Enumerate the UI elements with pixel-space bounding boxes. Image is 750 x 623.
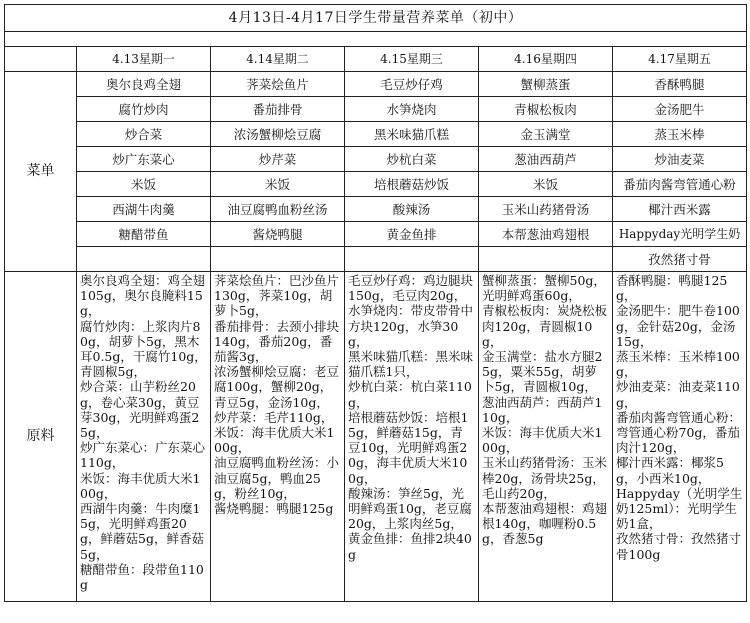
- menu-row: [5, 147, 747, 172]
- day-header: 4.17星期五: [613, 47, 747, 72]
- dish-cell: 玉米山药猪骨汤: [479, 197, 613, 222]
- dish-cell: 水笋烧肉: [345, 97, 479, 122]
- dish-cell: 炒杭白菜: [345, 147, 479, 172]
- dish-cell: 番茄排骨: [211, 97, 345, 122]
- dish-cell: 奥尔良鸡全翅: [77, 72, 211, 97]
- dish-cell: 本帮葱油鸡翅根: [479, 222, 613, 247]
- day-header: 4.13星期一: [77, 47, 211, 72]
- dish-cell: 油豆腐鸭血粉丝汤: [211, 197, 345, 222]
- dish-cell: 糖醋带鱼: [77, 222, 211, 247]
- dish-cell: 金玉满堂: [479, 122, 613, 147]
- dish-cell: Happyday光明学生奶: [613, 222, 747, 247]
- menu-row: [5, 72, 747, 97]
- dish-cell: 番茄肉酱弯管通心粉: [613, 172, 747, 197]
- dish-cell: 米饭: [77, 172, 211, 197]
- dish-cell: [479, 247, 613, 272]
- dish-cell: [211, 247, 345, 272]
- dish-cell: 浓汤蟹柳烩豆腐: [211, 122, 345, 147]
- dish-cell: 孜然猪寸骨: [613, 247, 747, 272]
- dish-cell: 炒广东菜心: [77, 147, 211, 172]
- ingredient-line: 米饭：海丰优质大米100g，: [80, 470, 201, 501]
- ingredient-line: 炒油麦菜：油麦菜110g，: [616, 379, 740, 410]
- ingredient-line: 炒芹菜：毛芹110g，: [214, 409, 334, 425]
- dish-cell: 毛豆炒仔鸡: [345, 72, 479, 97]
- dish-cell: 米饭: [211, 172, 345, 197]
- ingredients-cell-tue: [211, 272, 345, 602]
- dish-cell: 腐竹炒肉: [77, 97, 211, 122]
- ingredients-row: [5, 272, 747, 602]
- ingredient-line: 金玉满堂：盐水方腿25g，粟米55g，胡萝卜5g，青圆椒10g，: [482, 349, 603, 395]
- blank-row: [5, 32, 747, 47]
- day-header: 4.16星期四: [479, 47, 613, 72]
- ingredient-line: 蒸玉米棒：玉米棒100g，: [616, 349, 740, 380]
- ingredient-line: 黑米味猫爪糕：黑米味猫爪糕1只，: [348, 349, 474, 380]
- ingredient-line: 腐竹炒肉：上浆肉片80g，胡萝卜5g，黑木耳0.5g，干腐竹10g，青圆椒5g，: [80, 318, 207, 380]
- dish-cell: 炒合菜: [77, 122, 211, 147]
- ingredient-line: 糖醋带鱼：段带鱼110g: [80, 561, 204, 593]
- ingredient-line: 毛豆炒仔鸡：鸡边腿块150g，毛豆肉20g，: [348, 273, 474, 304]
- dish-cell: 西湖牛肉羹: [77, 197, 211, 222]
- ingredient-line: 本帮葱油鸡翅根：鸡翅根140g，咖喱粉0.5g，香葱5g: [482, 501, 608, 547]
- dish-cell: 酸辣汤: [345, 197, 479, 222]
- ingredient-line: 蟹柳蒸蛋：蟹柳50g，光明鲜鸡蛋60g，: [482, 273, 606, 304]
- menu-row: [5, 197, 747, 222]
- ingredient-line: 西湖牛肉羹：牛肉糜15g，光明鲜鸡蛋20g，鲜蘑菇5g，鲜香菇5g，: [80, 501, 204, 562]
- ingredient-line: 浓汤蟹柳烩豆腐：老豆腐100g，蟹柳20g，青豆5g，金汤10g，: [214, 364, 340, 410]
- dish-cell: 黑米味猫爪糕: [345, 122, 479, 147]
- dish-cell: 炒油麦菜: [613, 147, 747, 172]
- ingredient-line: 金汤肥牛：肥牛卷100g，金针菇20g，金汤15g，: [616, 303, 740, 349]
- ingredient-line: 荠菜烩鱼片：巴沙鱼片130g，荠菜10g，胡萝卜5g，: [214, 273, 340, 319]
- menu-row: [5, 97, 747, 122]
- ingredients-cell-fri: [613, 272, 747, 602]
- day-header: 4.14星期二: [211, 47, 345, 72]
- ingredient-line: 酱烧鸭腿：鸭腿125g: [214, 501, 334, 517]
- ingredient-line: 椰汁西米露：椰浆5g，小西米10g，: [616, 455, 724, 486]
- dish-cell: 荠菜烩鱼片: [211, 72, 345, 97]
- ingredients-row-label: 原料: [5, 272, 77, 602]
- ingredient-line: 炒合菜：山芋粉丝20g，卷心菜30g，黄豆芽30g，光明鲜鸡蛋25g，: [80, 379, 200, 441]
- ingredient-line: 培根蘑菇炒饭：培根15g，鲜蘑菇15g，青豆10g，光明鲜鸡蛋20g，海丰优质大米100g，: [348, 409, 469, 486]
- ingredient-line: 孜然猪寸骨：孜然猪寸骨100g: [616, 531, 742, 562]
- ingredients-cell-thu: [479, 272, 613, 602]
- dish-cell: 炒芹菜: [211, 147, 345, 172]
- ingredient-line: 米饭：海丰优质大米100g，: [482, 425, 603, 456]
- ingredient-line: 水笋烧肉：带皮带骨中方块120g，水笋30g，: [348, 303, 474, 349]
- ingredient-line: 炒广东菜心：广东菜心110g，: [80, 440, 206, 471]
- ingredient-line: 玉米山药猪骨汤：玉米棒20g，汤骨块25g，毛山药20g，: [482, 455, 608, 501]
- dish-cell: 椰汁西米露: [613, 197, 747, 222]
- dish-cell: 葱油西葫芦: [479, 147, 613, 172]
- ingredients-cell-mon: [77, 272, 211, 602]
- menu-row: [5, 247, 747, 272]
- ingredient-line: 黄金鱼排：鱼排2块40g: [348, 531, 472, 562]
- dish-cell: 蟹柳蒸蛋: [479, 72, 613, 97]
- menu-row-label: 菜单: [5, 72, 77, 272]
- ingredient-line: 葱油西葫芦：西葫芦110g，: [482, 394, 603, 425]
- ingredient-line: 奥尔良鸡全翅：鸡全翅105g，奥尔良腌料15g，: [80, 273, 206, 319]
- ingredient-line: 番茄排骨：去颈小排块140g，番茄20g，番茄酱3g，: [214, 318, 340, 365]
- day-header: 4.15星期三: [345, 47, 479, 72]
- page-title: 4月13日-4月17日学生带量营养菜单（初中）: [5, 5, 747, 32]
- dish-cell: 金汤肥牛: [613, 97, 747, 122]
- dish-cell: 米饭: [479, 172, 613, 197]
- dish-cell: 培根蘑菇炒饭: [345, 172, 479, 197]
- menu-table: [4, 4, 747, 602]
- dish-cell: 黄金鱼排: [345, 222, 479, 247]
- ingredient-line: 青椒松板肉：炭烧松板肉120g，青圆椒10g，: [482, 303, 608, 349]
- dish-cell: 酱烧鸭腿: [211, 222, 345, 247]
- ingredient-line: 番茄肉酱弯管通心粉：弯管通心粉70g，番茄肉汁120g，: [616, 409, 742, 456]
- dish-cell: 青椒松板肉: [479, 97, 613, 122]
- dish-cell: [77, 247, 211, 272]
- dish-cell: [345, 247, 479, 272]
- ingredient-line: Happyday（光明学生奶125ml）：光明学生奶1盒，: [616, 485, 743, 532]
- ingredient-line: 油豆腐鸭血粉丝汤：小油豆腐5g，鸭血25g，粉丝10g，: [214, 455, 340, 501]
- day-header-row: [5, 47, 747, 72]
- menu-row: [5, 122, 747, 147]
- ingredient-line: 香酥鸭腿：鸭腿125g，: [616, 273, 728, 304]
- menu-row: [5, 222, 747, 247]
- ingredient-line: 米饭：海丰优质大米100g，: [214, 425, 335, 456]
- dish-cell: 蒸玉米棒: [613, 122, 747, 147]
- ingredient-line: 酸辣汤：笋丝5g，光明鲜鸡蛋10g，老豆腐20g，上浆肉丝5g，: [348, 485, 472, 532]
- ingredients-cell-wed: [345, 272, 479, 602]
- corner-cell: [5, 47, 77, 72]
- dish-cell: 香酥鸭腿: [613, 72, 747, 97]
- ingredient-line: 炒杭白菜：杭白菜110g，: [348, 379, 472, 410]
- menu-row: [5, 172, 747, 197]
